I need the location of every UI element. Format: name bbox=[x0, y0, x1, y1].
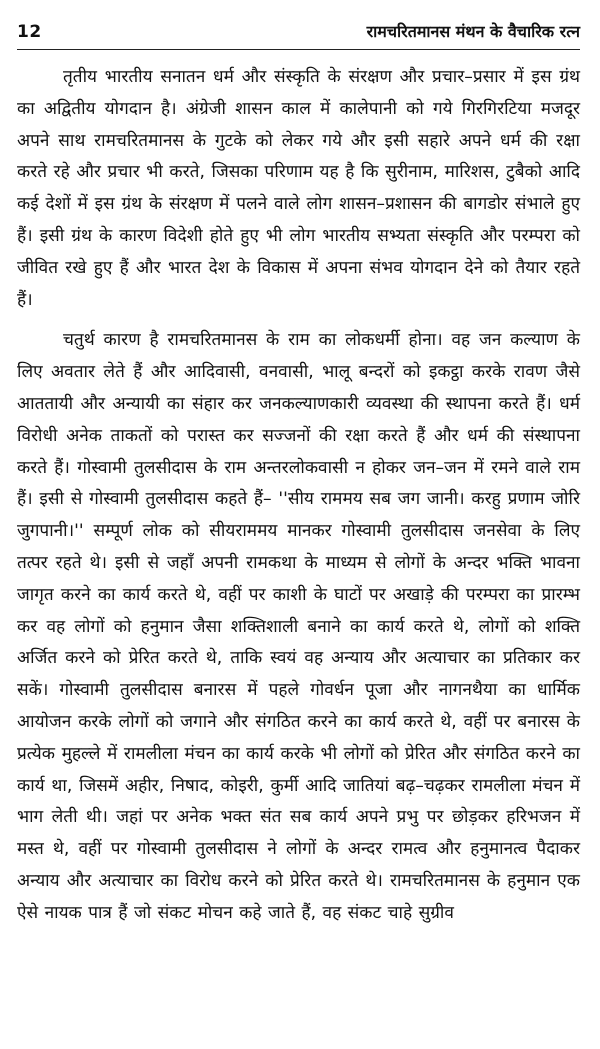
body-text bbox=[17, 62, 580, 930]
page-number: 12 bbox=[17, 22, 42, 42]
paragraph-fourth-reason: चतुर्थ कारण है रामचरितमानस के राम का लोकधर्मी होना। वह जन कल्याण के लिए अवतार लेते हैं और आदिवासी, वनवासी, भालू बन्दरों को इकट्ठा करके रावण जैसे आततायी और अन्यायी का संहार कर जनकल्याणकारी व्यवस्था की स्थापना करते हैं। धर्म विरोधी अनेक ताकतों को परास्त कर सज्जनों की रक्षा करते हैं और धर्म की संस्थापना करते हैं। गोस्वामी तुलसीदास के राम अन्तरलोकवासी न होकर जन–जन में रमने वाले राम हैं। इसी से गोस्वामी तुलसीदास कहते हैं– ''सीय राममय सब जग जानी। करहु प्रणाम जोरि जुगपानी।'' सम्पूर्ण लोक को सीयराममय मानकर गोस्वामी तुलसीदास जनसेवा के लिए तत्पर रहते थे। इसी से जहाँ अपनी रामकथा के माध्यम से लोगों के अन्दर भक्ति भावना जागृत करने का कार्य करते थे, वहीं पर काशी के घाटों पर अखाड़े की परम्परा का प्रारम्भ कर वह लोगों को हनुमान जैसा शक्तिशाली बनाने का कार्य करते थे, लोगों को शक्ति अर्जित करने को प्रेरित करते थे, ताकि स्वयं वह अन्याय और अत्याचार का प्रतिकार कर सकें। गोस्वामी तुलसीदास बनारस में पहले गोवर्धन पूजा और नागनथैया का धार्मिक आयोजन करके लोगों को जगाने और संगठित करने का कार्य करते थे, वहीं पर बनारस के प्रत्येक मुहल्ले में रामलीला मंचन का कार्य करके भी लोगों को प्रेरित और संगठित करने का कार्य था, जिसमें अहीर, निषाद, कोइरी, कुर्मी आदि जातियां बढ़–चढ़कर रामलीला मंचन में भाग लेती थी। जहां पर अनेक भक्त संत सब कार्य अपने प्रभु पर छोड़कर हरिभजन में मस्त थे, वहीं पर गोस्वामी तुलसीदास ने लोगों के अन्दर रामत्व और हनुमानत्व पैदाकर अन्याय और अत्याचार का विरोध करने को प्रेरित करते थे। रामचरितमानस के हनुमान एक ऐसे नायक पात्र हैं जो संकट मोचन कहे जाते हैं, वह संकट चाहे सुग्रीव bbox=[17, 330, 580, 923]
page-header bbox=[17, 0, 580, 50]
running-title: रामचरितमानस मंथन के वैचारिक रत्न bbox=[366, 22, 580, 41]
paragraph-third-reason: तृतीय भारतीय सनातन धर्म और संस्कृति के संरक्षण और प्रचार–प्रसार में इस ग्रंथ का अद्वितीय योगदान है। अंग्रेजी शासन काल में कालेपानी को गये गिरगिरटिया मजदूर अपने साथ रामचरितमानस के गुटके को लेकर गये और इसी सहारे अपने धर्म की रक्षा करते रहे और प्रचार भी करते, जिसका परिणाम यह है कि सुरीनाम, मारिशस, टुबैको आदि कई देशों में इस ग्रंथ के संरक्षण में पलने वाले लोग शासन–प्रशासन की बागडोर संभाले हुए हैं। इसी ग्रंथ के कारण विदेशी होते हुए भी लोग भारतीय सभ्यता संस्कृति और परम्परा को जीवित रखे हुए हैं और भारत देश के विकास में अपना संभव योगदान देने को तैयार रहते हैं। bbox=[17, 67, 580, 310]
